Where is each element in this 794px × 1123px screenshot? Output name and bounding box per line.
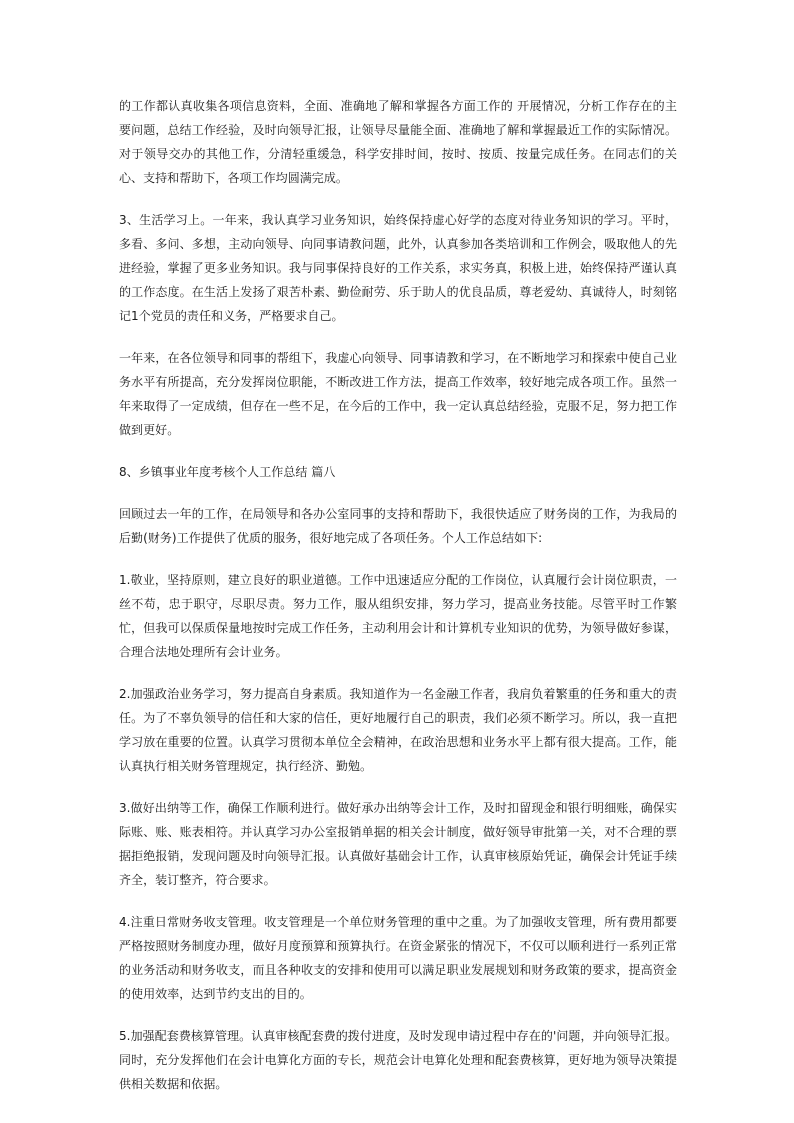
paragraph-item-4: 4.注重日常财务收支管理。收支管理是一个单位财务管理的重中之重。为了加强收支管理，所有费用都要严格按照财务制度办理，做好月度预算和预算执行。在资金紧张的情况下，不仅可以顺利进行一系列正常的业务活动和财务收支，而且各种收支的安排和使用可以满足职业发展规划和财务政策的要求，提高资金的使用效率，达到节约支出的目的。 bbox=[119, 915, 677, 1001]
paragraph-item-1: 1.敬业，坚持原则，建立良好的职业道德。工作中迅速适应分配的工作岗位，认真履行会计岗位职责，一丝不苟，忠于职守，尽职尽责。努力工作，服从组织安排，努力学习，提高业务技能。尽管平时工作繁忙，但我可以保质保量地按时完成工作任务，主动利用会计和计算机专业知识的优势，为领导做好参谋，合理合法地处理所有会计业务。 bbox=[119, 573, 677, 659]
paragraph-work-summary-continued: 的工作都认真收集各项信息资料，全面、准确地了解和掌握各方面工作的 开展情况，分析工作存在的主要问题，总结工作经验，及时向领导汇报，让领导尽量能全面、准确地了解和掌握最近工作的实际情况。对于领导交办的其他工作，分清轻重缓急，科学安排时间，按时、按质、按量完成任务。在同志们的关心、支持和帮助下，各项工作均圆满完成。 bbox=[119, 99, 677, 185]
paragraph-item-3: 3.做好出纳等工作，确保工作顺利进行。做好承办出纳等会计工作，及时扣留现金和银行明细账，确保实际账、账、账表相符。并认真学习办公室报销单据的相关会计制度，做好领导审批第一关，对不合理的票据拒绝报销，发现问题及时向领导汇报。认真做好基础会计工作，认真审核原始凭证，确保会计凭证手续齐全，装订整齐，符合要求。 bbox=[119, 801, 677, 887]
section-heading: 8、乡镇事业年度考核个人工作总结 篇八 bbox=[119, 465, 336, 479]
paragraph-item-5: 5.加强配套费核算管理。认真审核配套费的拨付进度，及时发现申请过程中存在的'问题，并向领导汇报。同时，充分发挥他们在会计电算化方面的专长，规范会计电算化处理和配套费核算，更好地为领导决策提供相关数据和依据。 bbox=[119, 1029, 677, 1091]
paragraph-item-2: 2.加强政治业务学习，努力提高自身素质。我知道作为一名金融工作者，我肩负着繁重的任务和重大的责任。为了不辜负领导的信任和大家的信任，更好地履行自己的职责，我们必须不断学习。所以，我一直把学习放在重要的位置。认真学习贯彻本单位全会精神，在政治思想和业务水平上都有很大提高。工作，能认真执行相关财务管理规定，执行经济、勤勉。 bbox=[119, 687, 677, 773]
paragraph-life-study: 3、生活学习上。一年来，我认真学习业务知识，始终保持虚心好学的态度对待业务知识的学习。平时，多看、多问、多想，主动向领导、向同事请教问题，此外，认真参加各类培训和工作例会，吸取他人的先进经验，掌握了更多业务知识。我与同事保持良好的工作关系，求实务真，积极上进，始终保持严谨认真的工作态度。在生活上发扬了艰苦朴素、勤俭耐劳、乐于助人的优良品质，尊老爱幼、真诚待人，时刻铭记1个党员的责任和义务，严格要求自己。 bbox=[119, 213, 677, 323]
document-body bbox=[119, 94, 677, 1114]
paragraph-year-review: 一年来，在各位领导和同事的帮组下，我虚心向领导、同事请教和学习，在不断地学习和探索中使自己业务水平有所提高，充分发挥岗位职能，不断改进工作方法，提高工作效率，较好地完成各项工作。虽然一年来取得了一定成绩，但存在一些不足，在今后的工作中，我一定认真总结经验，克服不足，努力把工作做到更好。 bbox=[119, 351, 677, 437]
paragraph-intro: 回顾过去一年的工作，在局领导和各办公室同事的支持和帮助下，我很快适应了财务岗的工作，为我局的后勤(财务)工作提供了优质的服务，很好地完成了各项任务。个人工作总结如下: bbox=[119, 507, 677, 545]
